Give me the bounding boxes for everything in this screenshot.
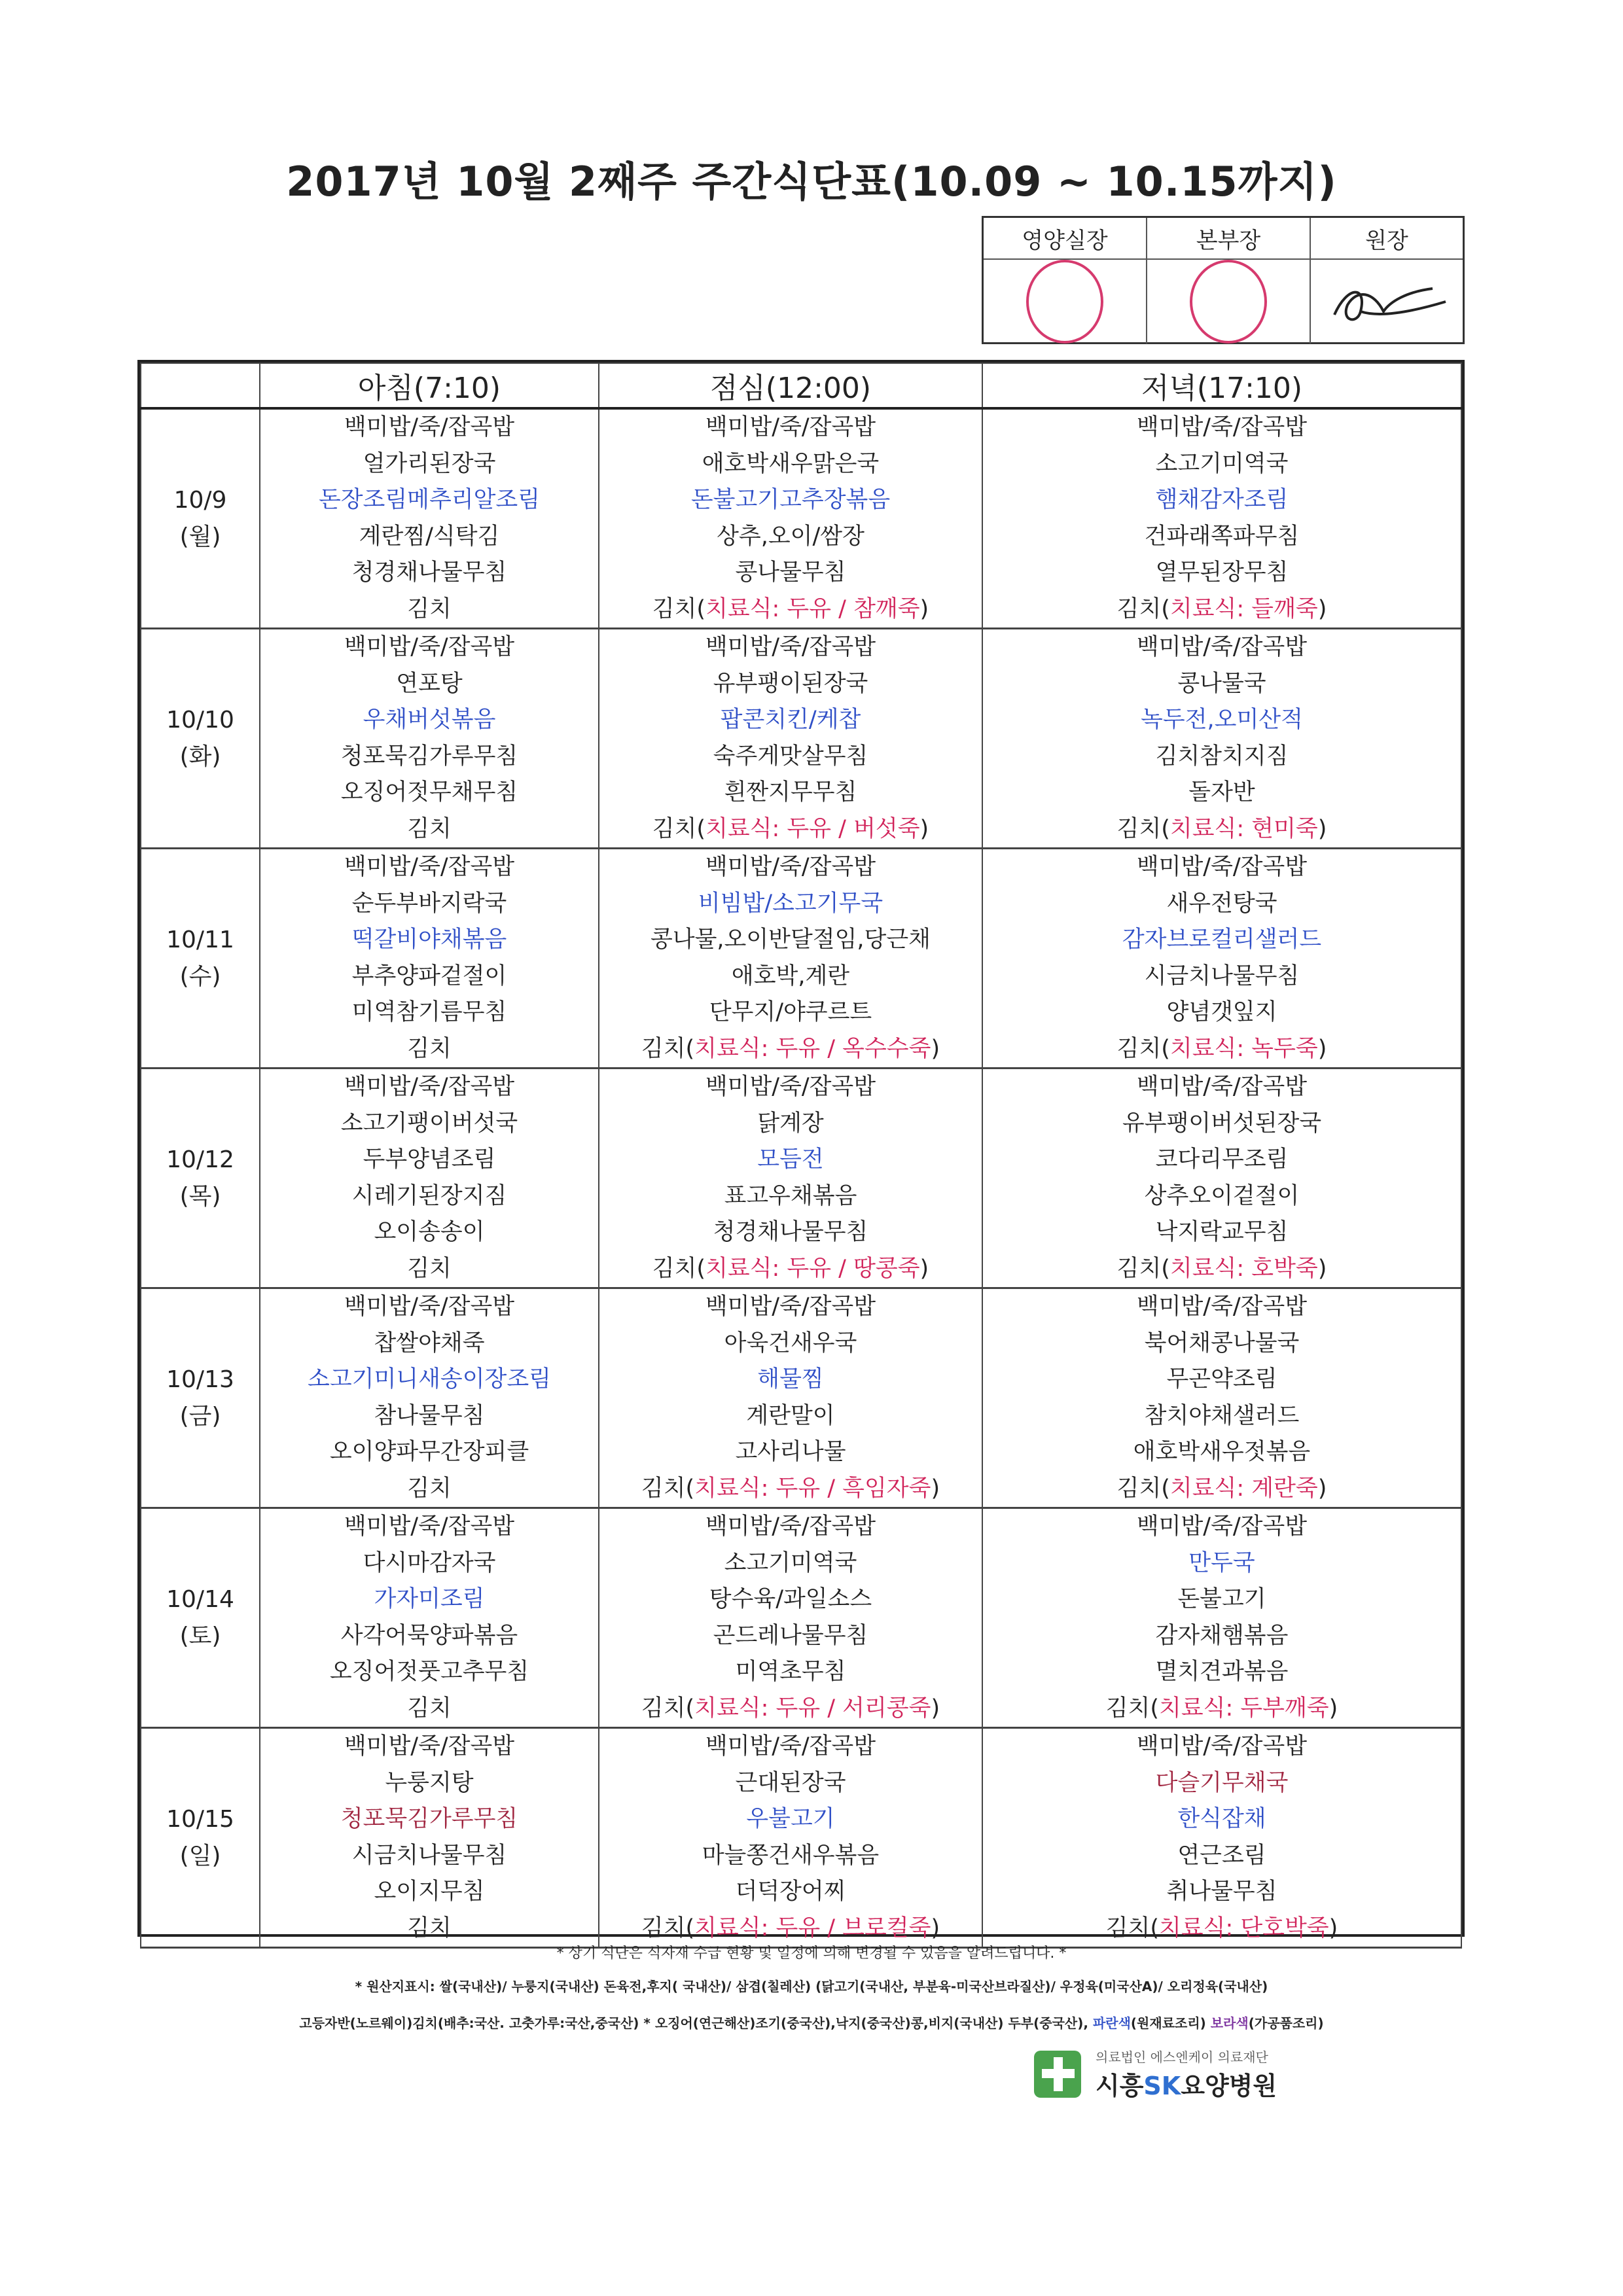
breakfast-item: 오이송송이 (374, 1219, 485, 1245)
dinner-item: 백미밥/죽/잡곡밥 (1136, 1294, 1308, 1320)
hospital-logo (1034, 2041, 1400, 2107)
kimchi-text: ) (1329, 1915, 1338, 1941)
lunch-kimchi-item (599, 811, 982, 848)
lunch-item: 고사리나물 (735, 1439, 846, 1465)
dinner-cell (982, 629, 1461, 849)
breakfast-item: 백미밥/죽/잡곡밥 (344, 1074, 515, 1100)
kimchi-text: 김치( (1116, 1035, 1170, 1062)
kimchi-text: ) (931, 1915, 940, 1941)
breakfast-item: 찹쌀야채죽 (374, 1330, 485, 1356)
breakfast-item: 얼가리된장국 (363, 450, 496, 477)
day-weekday: (화) (179, 743, 221, 770)
kimchi-text: ) (931, 1695, 940, 1722)
kimchi-text: 김치( (1116, 1255, 1170, 1282)
dinner-kimchi-item (983, 592, 1461, 628)
lunch-item: 콩나물,오이반달절임,당근채 (651, 927, 931, 953)
breakfast-cell (260, 408, 599, 629)
lunch-item: 돈불고기고추장볶음 (690, 487, 891, 513)
breakfast-item: 김치 (407, 1035, 452, 1062)
origin-notice-line2: 고등자반(노르웨이)김치(배추:국산. 고춧가루:국산,중국산) * 오징어(연근해산)조기(중국산),낙지(중국산)콩,비지(국내산) 두부(중국산), 파란색(원재료조리) 보라색(가공품조리) (299, 2015, 1324, 2031)
day-date: 10/12 (166, 1146, 234, 1173)
lunch-cell (599, 849, 982, 1069)
dinner-kimchi-item (983, 1251, 1461, 1288)
kimchi-text: ) (919, 1255, 929, 1282)
kimchi-text: 김치( (641, 1475, 695, 1502)
menu-change-notice: * 상기 식단은 식자재 수급 현황 및 일정에 의해 변경될 수 있음을 알려드립니다. * (556, 1945, 1067, 1962)
lunch-item: 우불고기 (746, 1806, 835, 1832)
therapeutic-diet-note: 치료식: 현미죽 (1169, 815, 1318, 842)
kimchi-text: 김치( (652, 595, 706, 622)
approval-stamp-nutrition (984, 260, 1147, 344)
origin-notice-line1: * 원산지표시: 쌀(국내산)/ 누룽지(국내산) 돈육전,후지( 국내산)/ 삼겹(칠레산) (닭고기(국내산, 부분육-미국산브라질산)/ 우정육(미국산A)/ 오리정육(국내산) (355, 1979, 1268, 1994)
breakfast-item: 가자미조림 (374, 1586, 485, 1612)
approval-stamp-director (1147, 260, 1311, 344)
breakfast-cell (260, 1728, 599, 1948)
lunch-item: 단무지/야쿠르트 (709, 999, 872, 1025)
day-date-cell (141, 1288, 260, 1508)
breakfast-item: 누룽지탕 (385, 1769, 474, 1796)
lunch-item: 미역초무침 (735, 1659, 846, 1685)
day-row (141, 629, 1461, 849)
day-weekday: (금) (179, 1402, 221, 1430)
breakfast-item: 백미밥/죽/잡곡밥 (344, 1294, 515, 1320)
breakfast-item: 다시마감자국 (363, 1549, 496, 1576)
lunch-item: 해물찜 (757, 1366, 824, 1392)
kimchi-text: 김치( (652, 1255, 706, 1282)
breakfast-item: 김치 (407, 1915, 452, 1941)
dinner-cell (982, 1288, 1461, 1508)
breakfast-item: 떡갈비야채볶음 (351, 927, 507, 953)
dinner-item: 유부팽이버섯된장국 (1122, 1110, 1322, 1137)
therapeutic-diet-note: 치료식: 녹두죽 (1169, 1035, 1318, 1062)
dinner-item: 낙지락교무침 (1155, 1219, 1289, 1245)
breakfast-item: 사각어묵양파볶음 (340, 1622, 518, 1649)
dinner-item: 녹두전,오미산적 (1141, 707, 1303, 733)
column-header-date (141, 363, 260, 408)
breakfast-item: 김치 (407, 815, 452, 842)
breakfast-item: 청경채나물무침 (351, 559, 507, 586)
lunch-kimchi-item (599, 1691, 982, 1727)
therapeutic-diet-note: 치료식: 두유 / 참깨죽 (705, 595, 920, 622)
lunch-item: 백미밥/죽/잡곡밥 (705, 414, 876, 440)
day-date-cell (141, 1069, 260, 1288)
lunch-item: 백미밥/죽/잡곡밥 (705, 1294, 876, 1320)
lunch-item: 백미밥/죽/잡곡밥 (705, 1074, 876, 1100)
lunch-item: 숙주게맛살무침 (713, 743, 868, 769)
therapeutic-diet-note: 치료식: 호박죽 (1169, 1255, 1318, 1282)
lunch-kimchi-item (599, 592, 982, 628)
lunch-item: 콩나물무침 (735, 559, 846, 586)
lunch-cell (599, 1728, 982, 1948)
breakfast-item: 오징어젓무채무침 (340, 779, 518, 805)
page-title: 2017년 10월 2째주 주간식단표(10.09 ~ 10.15까지) (286, 158, 1337, 205)
seal-stamp-icon (1190, 260, 1267, 344)
therapeutic-diet-note: 치료식: 들깨죽 (1169, 595, 1318, 622)
lunch-item: 계란말이 (746, 1402, 835, 1429)
day-row (141, 1069, 1461, 1288)
day-date-cell (141, 629, 260, 849)
lunch-item: 표고우채볶음 (724, 1182, 857, 1209)
lunch-cell (599, 1069, 982, 1288)
kimchi-text: ) (931, 1035, 940, 1062)
breakfast-item: 김치 (407, 595, 452, 622)
therapeutic-diet-note: 치료식: 단호박죽 (1159, 1915, 1329, 1941)
day-date-cell (141, 1728, 260, 1948)
dinner-item: 백미밥/죽/잡곡밥 (1136, 1513, 1308, 1540)
dinner-item: 한식잡채 (1177, 1806, 1266, 1832)
day-date: 10/15 (166, 1805, 234, 1833)
dinner-kimchi-item (983, 811, 1461, 848)
approval-signature (1311, 260, 1463, 344)
dinner-kimchi-item (983, 1471, 1461, 1508)
day-date: 10/11 (166, 926, 234, 953)
hospital-cross-icon (1034, 2051, 1081, 2098)
lunch-item: 청경채나물무침 (713, 1219, 868, 1245)
day-weekday: (토) (179, 1622, 221, 1650)
lunch-item: 백미밥/죽/잡곡밥 (705, 854, 876, 880)
breakfast-item: 소고기팽이버섯국 (340, 1110, 518, 1137)
dinner-item: 새우전탕국 (1166, 890, 1277, 917)
dinner-item: 연근조림 (1177, 1842, 1266, 1869)
dinner-item: 백미밥/죽/잡곡밥 (1136, 1074, 1308, 1100)
breakfast-cell (260, 1508, 599, 1728)
breakfast-item: 오징어젓풋고추무침 (329, 1659, 529, 1685)
breakfast-item: 우채버섯볶음 (363, 707, 496, 733)
day-weekday: (월) (179, 523, 221, 550)
breakfast-item: 백미밥/죽/잡곡밥 (344, 1733, 515, 1759)
dinner-item: 다슬기무채국 (1155, 1769, 1289, 1796)
lunch-item: 더덕장어찌 (735, 1879, 846, 1905)
dinner-item: 백미밥/죽/잡곡밥 (1136, 854, 1308, 880)
dinner-item: 감자브로컬리샐러드 (1122, 927, 1322, 953)
dinner-item: 시금치나물무침 (1144, 963, 1300, 989)
kimchi-text: ) (919, 595, 929, 622)
dinner-item: 건파래쪽파무침 (1144, 523, 1300, 550)
lunch-item: 탕수육/과일소스 (709, 1586, 872, 1612)
dinner-item: 애호박새우젓볶음 (1133, 1439, 1311, 1465)
kimchi-text: ) (931, 1475, 940, 1502)
dinner-item: 상추오이겉절이 (1144, 1182, 1300, 1209)
breakfast-cell (260, 1288, 599, 1508)
lunch-cell (599, 1288, 982, 1508)
therapeutic-diet-note: 치료식: 계란죽 (1169, 1475, 1318, 1502)
kimchi-text: 김치( (641, 1035, 695, 1062)
breakfast-item: 계란찜/식탁김 (359, 523, 500, 550)
column-header-breakfast: 아침(7:10) (260, 363, 599, 408)
breakfast-item: 연포탕 (396, 670, 463, 697)
day-date: 10/14 (166, 1585, 234, 1613)
lunch-item: 애호박,계란 (731, 963, 850, 989)
therapeutic-diet-note: 치료식: 두유 / 브로컬죽 (694, 1915, 931, 1941)
breakfast-item: 청포묵김가루무침 (340, 1806, 518, 1832)
lunch-item: 닭계장 (757, 1110, 824, 1137)
breakfast-cell (260, 629, 599, 849)
column-header-lunch: 점심(12:00) (599, 363, 982, 408)
breakfast-item: 돈장조림메추리알조림 (318, 487, 541, 513)
dinner-item: 북어채콩나물국 (1144, 1330, 1300, 1356)
kimchi-text: ) (1329, 1695, 1338, 1722)
day-row (141, 1508, 1461, 1728)
kimchi-text: 김치( (1116, 1475, 1170, 1502)
dinner-item: 백미밥/죽/잡곡밥 (1136, 1733, 1308, 1759)
kimchi-text: 김치( (1105, 1915, 1160, 1941)
kimchi-text: ) (1317, 1475, 1327, 1502)
dinner-item: 코다리무조림 (1155, 1146, 1289, 1173)
dinner-item: 참치야채샐러드 (1144, 1402, 1300, 1429)
dinner-cell (982, 1508, 1461, 1728)
breakfast-item: 두부양념조림 (363, 1146, 496, 1173)
breakfast-item: 참나물무침 (374, 1402, 485, 1429)
day-date-cell (141, 408, 260, 629)
dinner-item: 무곤약조림 (1166, 1366, 1277, 1392)
weekly-menu-table (137, 360, 1465, 1941)
dinner-item: 돈불고기 (1177, 1586, 1266, 1612)
breakfast-item: 미역참기름무침 (351, 999, 507, 1025)
therapeutic-diet-note: 치료식: 두부깨죽 (1159, 1695, 1329, 1722)
lunch-item: 근대된장국 (735, 1769, 846, 1796)
approval-box (982, 216, 1465, 344)
day-row (141, 1728, 1461, 1948)
kimchi-text: ) (1317, 815, 1327, 842)
day-date: 10/13 (166, 1366, 234, 1393)
dinner-item: 콩나물국 (1177, 670, 1266, 697)
lunch-item: 상추,오이/쌈장 (717, 523, 865, 550)
breakfast-item: 백미밥/죽/잡곡밥 (344, 634, 515, 660)
breakfast-item: 청포묵김가루무침 (340, 743, 518, 769)
lunch-kimchi-item (599, 1251, 982, 1288)
dinner-item: 김치참치지짐 (1155, 743, 1289, 769)
dinner-item: 양념갯잎지 (1166, 999, 1277, 1025)
day-row (141, 1288, 1461, 1508)
breakfast-item: 오이지무침 (374, 1879, 485, 1905)
lunch-item: 흰짠지무무침 (724, 779, 857, 805)
dinner-item: 소고기미역국 (1155, 450, 1289, 477)
kimchi-text: 김치( (1105, 1695, 1160, 1722)
lunch-cell (599, 1508, 982, 1728)
lunch-item: 비빔밥/소고기무국 (698, 890, 883, 917)
column-header-dinner: 저녁(17:10) (982, 363, 1461, 408)
approval-header-director: 본부장 (1147, 218, 1311, 260)
dinner-kimchi-item (983, 1031, 1461, 1068)
lunch-item: 아욱건새우국 (724, 1330, 857, 1356)
therapeutic-diet-note: 치료식: 두유 / 흑임자죽 (694, 1475, 931, 1502)
kimchi-text: 김치( (641, 1695, 695, 1722)
lunch-item: 소고기미역국 (724, 1549, 857, 1576)
dinner-cell (982, 408, 1461, 629)
dinner-item: 백미밥/죽/잡곡밥 (1136, 414, 1308, 440)
lunch-item: 유부팽이된장국 (713, 670, 868, 697)
logo-subtitle: 의료법인 에스엔케이 의료재단 (1096, 2049, 1268, 2065)
dinner-item: 멸치견과볶음 (1155, 1659, 1289, 1685)
kimchi-text: ) (1317, 595, 1327, 622)
lunch-item: 팝콘치킨/케찹 (720, 707, 861, 733)
lunch-item: 마늘쫑건새우볶음 (702, 1842, 880, 1869)
dinner-cell (982, 849, 1461, 1069)
dinner-kimchi-item (983, 1691, 1461, 1727)
breakfast-item: 백미밥/죽/잡곡밥 (344, 414, 515, 440)
breakfast-item: 소고기미니새송이장조림 (308, 1366, 551, 1392)
day-date: 10/9 (173, 486, 227, 514)
lunch-cell (599, 629, 982, 849)
breakfast-item: 시금치나물무침 (351, 1842, 507, 1869)
breakfast-item: 순두부바지락국 (351, 890, 507, 917)
dinner-item: 만두국 (1188, 1549, 1255, 1576)
dinner-item: 햄채감자조림 (1155, 487, 1289, 513)
lunch-item: 백미밥/죽/잡곡밥 (705, 634, 876, 660)
seal-stamp-icon (1026, 260, 1103, 344)
breakfast-item: 김치 (407, 1255, 452, 1282)
lunch-item: 애호박새우맑은국 (702, 450, 880, 477)
kimchi-text: 김치( (641, 1915, 695, 1941)
dinner-item: 돌자반 (1188, 779, 1255, 805)
dinner-item: 감자채햄볶음 (1155, 1622, 1289, 1649)
signature-icon (1321, 266, 1452, 338)
breakfast-cell (260, 849, 599, 1069)
breakfast-item: 부추양파겉절이 (351, 963, 507, 989)
dinner-item: 열무된장무침 (1155, 559, 1289, 586)
lunch-item: 모듬전 (757, 1146, 824, 1173)
therapeutic-diet-note: 치료식: 두유 / 서리콩죽 (694, 1695, 931, 1722)
dinner-cell (982, 1728, 1461, 1948)
lunch-kimchi-item (599, 1911, 982, 1947)
lunch-cell (599, 408, 982, 629)
therapeutic-diet-note: 치료식: 두유 / 버섯죽 (705, 815, 920, 842)
breakfast-item: 김치 (407, 1475, 452, 1502)
lunch-item: 백미밥/죽/잡곡밥 (705, 1513, 876, 1540)
breakfast-item: 오이양파무간장피클 (329, 1439, 529, 1465)
breakfast-item: 백미밥/죽/잡곡밥 (344, 854, 515, 880)
breakfast-item: 백미밥/죽/잡곡밥 (344, 1513, 515, 1540)
day-date-cell (141, 849, 260, 1069)
day-weekday: (목) (179, 1182, 221, 1210)
therapeutic-diet-note: 치료식: 두유 / 땅콩죽 (705, 1255, 920, 1282)
breakfast-item: 시레기된장지짐 (351, 1182, 507, 1209)
lunch-kimchi-item (599, 1031, 982, 1068)
dinner-item: 취나물무침 (1166, 1879, 1277, 1905)
dinner-kimchi-item (983, 1911, 1461, 1947)
kimchi-text: ) (1317, 1255, 1327, 1282)
kimchi-text: ) (1317, 1035, 1327, 1062)
kimchi-text: 김치( (1116, 815, 1170, 842)
day-weekday: (수) (179, 963, 221, 990)
day-row (141, 408, 1461, 629)
kimchi-text: ) (919, 815, 929, 842)
breakfast-cell (260, 1069, 599, 1288)
logo-name: 시흥SK요양병원 (1096, 2072, 1277, 2100)
day-weekday: (일) (179, 1842, 221, 1869)
approval-header-nutrition: 영양실장 (984, 218, 1147, 260)
therapeutic-diet-note: 치료식: 두유 / 옥수수죽 (694, 1035, 931, 1062)
dinner-cell (982, 1069, 1461, 1288)
kimchi-text: 김치( (1116, 595, 1170, 622)
lunch-item: 곤드레나물무침 (713, 1622, 868, 1649)
lunch-kimchi-item (599, 1471, 982, 1508)
breakfast-item: 김치 (407, 1695, 452, 1722)
lunch-item: 백미밥/죽/잡곡밥 (705, 1733, 876, 1759)
approval-header-chief: 원장 (1311, 218, 1463, 260)
day-row (141, 849, 1461, 1069)
kimchi-text: 김치( (652, 815, 706, 842)
day-date-cell (141, 1508, 260, 1728)
day-date: 10/10 (166, 706, 234, 733)
dinner-item: 백미밥/죽/잡곡밥 (1136, 634, 1308, 660)
